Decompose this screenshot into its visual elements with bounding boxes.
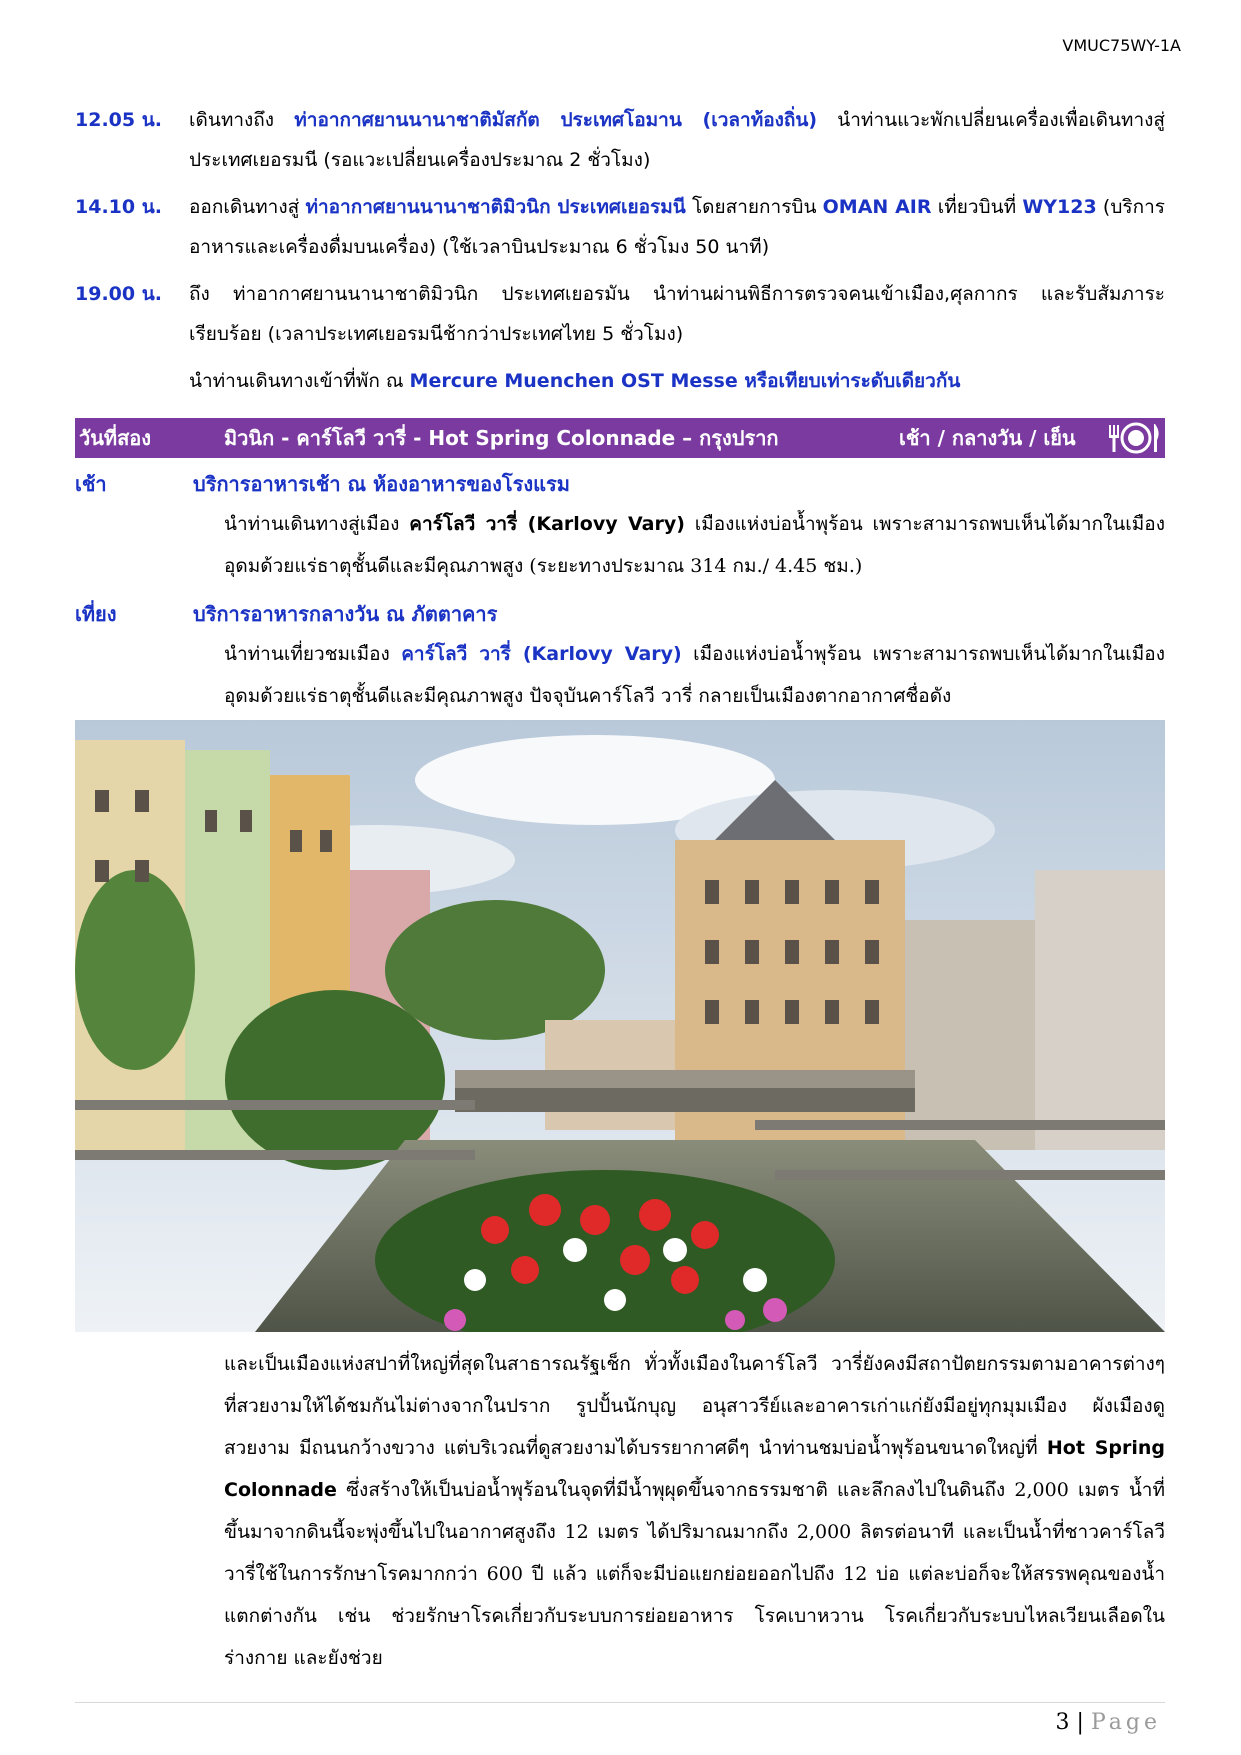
itinerary-text bbox=[189, 100, 1165, 180]
meals-label: เช้า / กลางวัน / เย็น bbox=[899, 426, 1076, 450]
lunch-text: บริการอาหารกลางวัน ณ ภัตตาคาร bbox=[193, 602, 498, 626]
text-segment: โดยสายการบิน bbox=[685, 196, 823, 218]
footer-divider bbox=[75, 1702, 1165, 1703]
lunch-paragraph bbox=[224, 633, 1165, 717]
text-segment: และเป็นเมืองแห่งสปาที่ใหญ่ที่สุดในสาธารณรัฐเช็ก ทั่วทั้งเมืองในคาร์โลวี วารี่ยังคงมีสถาปัตยกรรมตามอาคารต่างๆ ที่สวยงามให้ได้ชมกันไม่ต่างจากในปราก รูปปั้นนักบุญ อนุสาวรีย์และอาคารเก่าแก่ยังมีอยู่ทุกมุมเมือง ผังเมืองดูสวยงาม มีถนนกว้างขวาง แต่บริเวณที่ดูสวยงามได้บรรยากาศดีๆ นำท่านชมบ่อน้ำพุร้อนขนาดใหญ่ที่ bbox=[224, 1353, 1165, 1459]
lunch-label: เที่ยง bbox=[75, 602, 117, 626]
route-label: มิวนิก - คาร์โลวี วารี่ - Hot Spring Colonnade – กรุงปราก bbox=[224, 426, 779, 450]
breakfast-label: เช้า bbox=[75, 472, 107, 496]
breakfast-paragraph bbox=[224, 503, 1165, 587]
airport-name: ท่าอากาศยานนานาชาติมัสกัต ประเทศโอมาน (เวลาท้องถิ่น) bbox=[294, 109, 818, 131]
document-code: VMUC75WY-1A bbox=[1062, 36, 1181, 55]
hotel-name: Mercure Muenchen OST Messe หรือเทียบเท่าระดับเดียวกัน bbox=[409, 370, 961, 392]
itinerary-text: ถึง ท่าอากาศยานนานาชาติมิวนิก ประเทศเยอรมัน นำท่านผ่านพิธีการตรวจคนเข้าเมือง,ศุลกากร และรับสัมภาระเรียบร้อย (เวลาประเทศเยอรมนีช้ากว่าประเทศไทย 5 ชั่วโมง) bbox=[189, 283, 1165, 345]
karlovy-vary-photo bbox=[75, 720, 1165, 1332]
hotel-text bbox=[189, 361, 1165, 401]
page-number-value: 3 bbox=[1055, 1710, 1070, 1735]
itinerary-text bbox=[189, 187, 1165, 267]
text-segment: เมืองแห่งบ่อน้ำพุร้อน เพราะสามารถพบเห็นได้มากในเมือง อุดมด้วยแร่ธาตุชั้นดีและมีคุณภาพสูง (ระยะทางประมาณ 314 กม./ 4.45 ชม.) bbox=[224, 513, 1165, 577]
time-label: 12.05 น. bbox=[75, 109, 162, 131]
itinerary-row bbox=[75, 187, 1165, 271]
itinerary-row bbox=[75, 100, 1165, 184]
airline-name: OMAN AIR bbox=[822, 196, 932, 218]
city-name: คาร์โลวี วารี่ (Karlovy Vary) bbox=[401, 643, 682, 665]
breakfast-text: บริการอาหารเช้า ณ ห้องอาหารของโรงแรม bbox=[193, 472, 570, 496]
colonnade-name: Hot Spring Colonnade bbox=[224, 1437, 1165, 1501]
text-segment: ออกเดินทางสู่ bbox=[189, 196, 306, 218]
text-segment: เที่ยวบินที่ bbox=[931, 196, 1023, 218]
text-segment: (บริการอาหารและเครื่องดื่มบนเครื่อง) (ใช้เวลาบินประมาณ 6 ชั่วโมง 50 นาที) bbox=[189, 196, 1165, 258]
text-segment: ซึ่งสร้างให้เป็นบ่อน้ำพุร้อนในจุดที่มีน้ำพุผุดขึ้นจากธรรมชาติ และลึกลงไปในดินถึง 2,000 เมตร น้ำที่ขึ้นมาจากดินนี้จะพุ่งขึ้นไปในอากาศสูงถึง 12 เมตร ได้ปริมาณมากถึง 2,000 ลิตรต่อนาที และเป็นน้ำที่ชาวคาร์โลวี วารี่ใช้ในการรักษาโรคมากกว่า 600 ปี แล้ว แต่ก็จะมีบ่อแยกย่อยออกไปถึง 12 บ่อ แต่ละบ่อก็จะให้สรรพคุณของน้ำแตกต่างกัน เช่น ช่วยรักษาโรคเกี่ยวกับระบบการย่อยอาหาร โรคเบาหวาน โรคเกี่ยวกับระบบไหลเวียนเลือดในร่างกาย และยังช่วย bbox=[224, 1479, 1165, 1669]
page-number bbox=[1056, 1710, 1161, 1735]
flight-number: WY123 bbox=[1022, 196, 1097, 218]
colonnade-paragraph bbox=[224, 1343, 1165, 1679]
time-label: 19.00 น. bbox=[75, 283, 162, 305]
text-segment: นำท่านเดินทางสู่เมือง bbox=[224, 513, 410, 535]
dining-icon bbox=[1105, 420, 1163, 456]
text-segment: เดินทางถึง bbox=[189, 109, 295, 131]
hotel-line bbox=[75, 361, 1165, 403]
text-segment: นำท่านแวะพักเปลี่ยนเครื่องเพื่อเดินทางสู่ประเทศเยอรมนี (รอแวะเปลี่ยนเครื่องประมาณ 2 ชั่วโมง) bbox=[189, 109, 1165, 171]
city-name: คาร์โลวี วารี่ (Karlovy Vary) bbox=[409, 513, 685, 535]
time-label: 14.10 น. bbox=[75, 196, 162, 218]
text-segment: นำท่านเที่ยวชมเมือง bbox=[224, 643, 402, 665]
itinerary-row bbox=[75, 274, 1165, 358]
text-segment: เมืองแห่งบ่อน้ำพุร้อน เพราะสามารถพบเห็นได้มากในเมือง อุดมด้วยแร่ธาตุชั้นดีและมีคุณภาพสูง ปัจจุบันคาร์โลวี วารี่ กลายเป็นเมืองตากอากาศชื่อดัง bbox=[224, 643, 1165, 707]
airport-name: ท่าอากาศยานนานาชาติมิวนิก ประเทศเยอรมนี bbox=[305, 196, 686, 218]
page-separator: | bbox=[1076, 1710, 1084, 1735]
page-word: Page bbox=[1090, 1710, 1161, 1735]
day-label: วันที่สอง bbox=[79, 426, 152, 450]
text-segment: นำท่านเดินทางเข้าที่พัก ณ bbox=[189, 370, 410, 392]
day-header-band bbox=[75, 418, 1165, 458]
